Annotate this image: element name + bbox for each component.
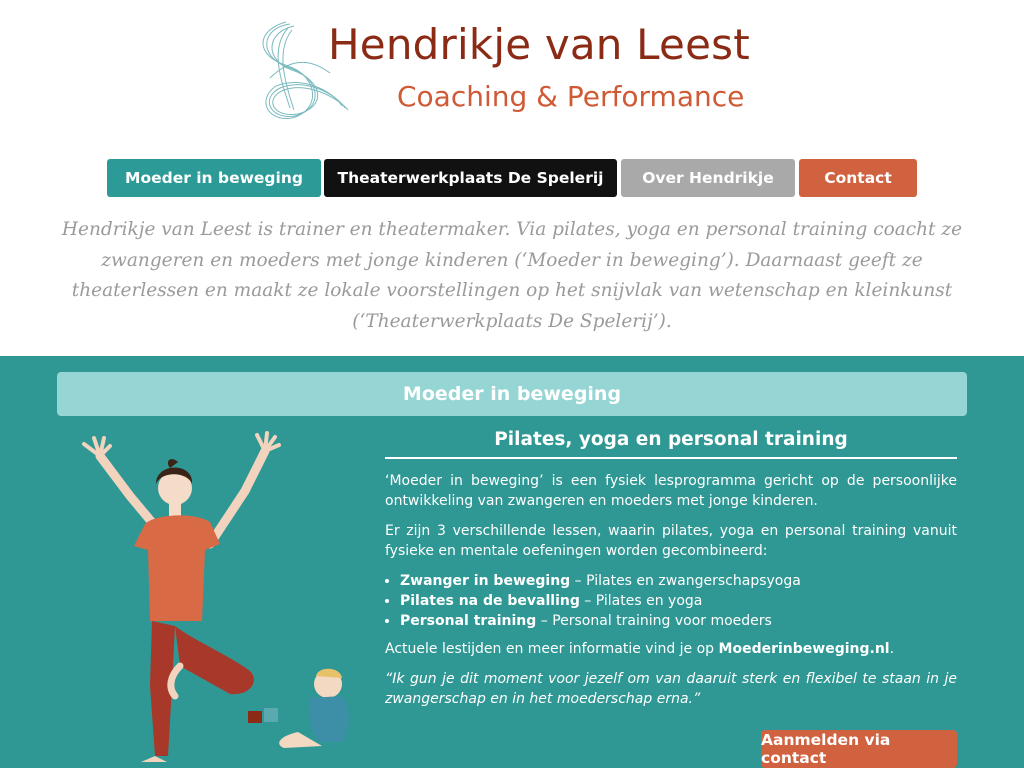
info-text: Actuele lestijden en meer informatie vind je op: [385, 641, 719, 657]
section-content: [385, 430, 957, 719]
lesson-name: Pilates na de bevalling: [400, 593, 580, 609]
signup-contact-button[interactable]: Aanmelden via contact: [761, 730, 957, 768]
intro-text: Hendrikje van Leest is trainer en theatermaker. Via pilates, yoga en personal training coacht ze zwangeren en moeders met jonge kinderen (‘Moeder in beweging’). Daarnaast geeft ze theaterlessen en maakt ze lokale voorstellingen op het snijvlak van wetenschap en kleinkunst (‘Theaterwerkplaats De Spelerij’).: [61, 219, 963, 332]
moederinbeweging-link[interactable]: Moederinbeweging.nl: [718, 641, 890, 657]
lesson-name: Personal training: [400, 613, 537, 629]
section-paragraph-intro: ‘Moeder in beweging’ is een fysiek lesprogramma gericht op de persoonlijke ontwikkeling van zwangeren en moeders met jonge kinderen.: [385, 473, 957, 509]
nav-contact[interactable]: Contact: [799, 159, 917, 197]
logo-tagline: Coaching & Performance: [397, 80, 745, 113]
list-item: [400, 611, 957, 631]
list-item: [400, 571, 957, 591]
logo-name: Hendrikje van Leest: [328, 20, 750, 69]
nav-over-hendrikje[interactable]: Over Hendrikje: [621, 159, 795, 197]
section-quote: “Ik gun je dit moment voor jezelf om van daaruit sterk en flexibel te staan in je zwangerschap en in het moederschap erna.”: [385, 671, 957, 707]
yoga-mother-baby-illustration: [60, 426, 360, 766]
section-paragraph-info: [385, 639, 957, 659]
site-header: [0, 0, 1024, 356]
lesson-name: Zwanger in beweging: [400, 573, 571, 589]
moeder-in-beweging-section: [0, 356, 1024, 768]
list-item: [400, 591, 957, 611]
section-heading: Pilates, yoga en personal training: [385, 430, 957, 459]
info-text-end: .: [889, 641, 895, 657]
section-title: Moeder in beweging: [57, 372, 967, 416]
nav-moeder-in-beweging[interactable]: Moeder in beweging: [107, 159, 321, 197]
nav-theaterwerkplaats[interactable]: Theaterwerkplaats De Spelerij: [324, 159, 617, 197]
site-logo[interactable]: [250, 18, 790, 128]
lesson-desc: – Pilates en zwangerschapsyoga: [570, 573, 801, 589]
main-nav: [0, 159, 1024, 197]
lesson-desc: – Personal training voor moeders: [536, 613, 772, 629]
section-paragraph-lessons: Er zijn 3 verschillende lessen, waarin pilates, yoga en personal training vanuit fysieke en mentale oefeningen worden gecombineerd:: [385, 523, 957, 559]
lesson-desc: – Pilates en yoga: [579, 593, 703, 609]
lesson-list: [400, 571, 957, 631]
